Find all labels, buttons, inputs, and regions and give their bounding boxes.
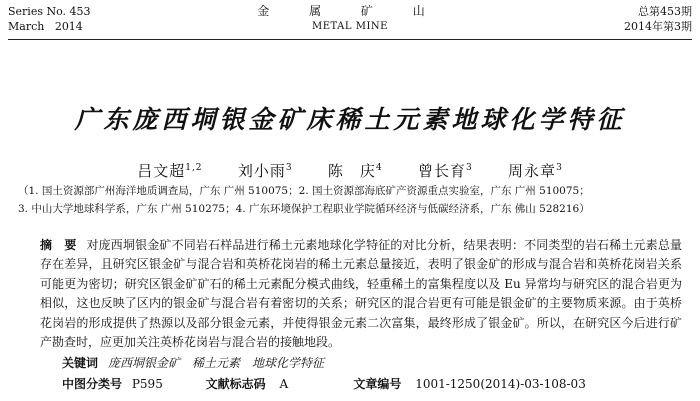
series-number: Series No. 453 — [8, 5, 91, 18]
abstract — [40, 236, 682, 352]
paper-title: 广东庞西垌银金矿床稀土元素地球化学特征 — [74, 105, 626, 134]
header-rule — [8, 39, 692, 40]
abstract-label: 摘 要 — [40, 238, 77, 252]
clc-label: 中图分类号 — [62, 377, 123, 391]
header-center — [8, 4, 692, 34]
clc-value: P595 — [131, 377, 163, 391]
keywords-value: 庞西垌银金矿 稀土元素 地球化学特征 — [108, 356, 325, 370]
author: 刘小雨$^3$ — [237, 162, 293, 180]
keywords — [62, 354, 682, 371]
issue-year: 2014年第3期 — [624, 20, 692, 33]
affiliations — [18, 182, 680, 218]
issue-total: 总第453期 — [638, 5, 692, 18]
classification-line — [62, 375, 682, 392]
author-list — [0, 160, 700, 181]
abstract-text: 对庞西垌银金矿不同岩石样品进行稀土元素地球化学特征的对比分析，结果表明：不同类型的岩石稀土元素总量存在差异，且研究区银金矿与混合岩和英桥花岗岩的稀土元素总量接近，表明了银金矿的形成与混合岩和英桥花岗岩关系可能更为密切；研究区银金矿矿石的稀土元素配分模式曲线，轻重稀土的富集程度以及 Eu 异常均与研究区的混合岩更为相似，这也反映了区内的银金矿与混合岩有着密切的关系；研究区的混合岩更有可能是银金矿的主要物质来源。由于英桥花岗岩的形成提供了热源以及部分银金元素，并使得银金元素二次富集，最终形成了银金矿。所以，在研究区今后进行矿产勘查时，应更加关注英桥花岗岩与混合岩的接触地段。 — [40, 238, 682, 350]
running-header — [8, 4, 692, 40]
doc-code-value: A — [279, 377, 289, 391]
issue-date: March 2014 — [8, 20, 83, 33]
author: 吕文超$^{1,2}$ — [137, 162, 203, 180]
keywords-label: 关键词 — [62, 356, 99, 370]
affiliation-line: 3. 中山大学地球科学系，广东 广州 510275；4. 广东环境保护工程职业学院循环经济与低碳经济系，广东 佛山 528216） — [18, 203, 590, 215]
article-number-value: 1001-1250(2014)-03-108-03 — [415, 377, 586, 391]
author: 陈 庆$^4$ — [327, 162, 383, 180]
journal-name-en: METAL MINE — [312, 21, 388, 32]
journal-name-cn: 金 属 矿 山 — [257, 4, 443, 18]
header-right — [624, 4, 692, 34]
author: 周永章$^3$ — [508, 162, 563, 180]
article-number-label: 文章编号 — [353, 377, 402, 391]
author: 曾长育$^3$ — [417, 162, 473, 180]
affiliation-line: （1. 国土资源部广州海洋地质调查局，广东 广州 510075；2. 国土资源部海底矿产资源重点实验室，广东 广州 510075； — [18, 185, 590, 197]
doc-code-label: 文献标志码 — [205, 377, 266, 391]
